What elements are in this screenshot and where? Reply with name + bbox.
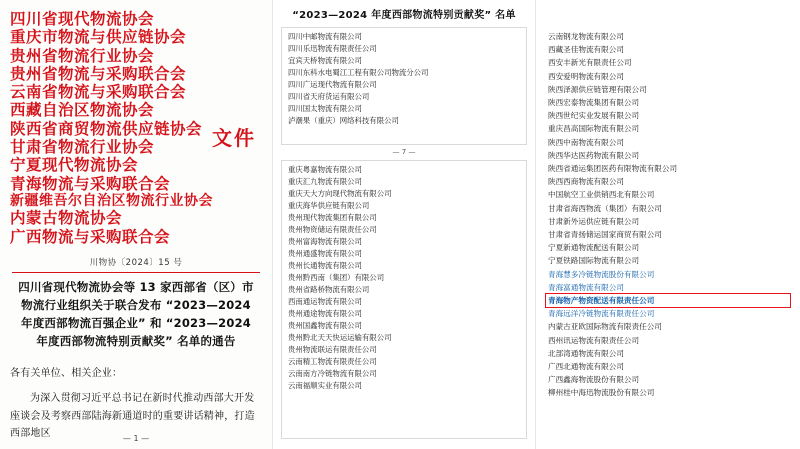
page-number: — 7 — xyxy=(392,148,416,156)
list-item: 云南钢龙物流有限公司 xyxy=(548,32,624,41)
list-item: 贵州现代物流集团有限公司 xyxy=(288,212,377,222)
list-item: 四川广运现代物流有限公司 xyxy=(288,79,377,89)
list-block-top xyxy=(281,27,527,145)
list-item: 重庆天大方向现代物流有限公司 xyxy=(288,188,392,198)
list-item: 宁夏新通物流配送有限公司 xyxy=(548,243,640,253)
list-item: 重庆粤嘉物流有限公司 xyxy=(288,165,362,174)
letterhead-line: 新疆维吾尔自治区物流行业协会 xyxy=(10,192,213,209)
document-body xyxy=(10,365,262,443)
list-title: “2023—2024 年度西部物流特别贡献奖” 名单 xyxy=(292,10,516,21)
list-item: 贵州物资储运有限责任公司 xyxy=(288,224,377,234)
list-item: 云南精工物流有限责任公司 xyxy=(288,356,377,366)
list-item: 甘肃省海西物流（集团）有限公司 xyxy=(548,203,662,213)
list-item: 重庆汇九物流有限公司 xyxy=(288,176,362,186)
list-item: 贵州通盛物流有限公司 xyxy=(288,248,362,258)
list-item: 西安爱明物流有限公司 xyxy=(548,71,624,81)
list-item: 陕西西商物流有限公司 xyxy=(548,177,624,187)
body-paragraph: 为深入贯彻习近平总书记在新时代推动西部大开发座谈会及考察西部陆海新通道时的重要讲话精神，打造西部地区 xyxy=(10,393,255,440)
list-item: 青海远洋冷链物流有限责任公司 xyxy=(548,309,655,319)
red-divider-rule xyxy=(12,272,260,274)
letterhead-line: 贵州省物流行业协会 xyxy=(10,46,155,65)
list-block-bottom xyxy=(281,160,527,439)
list-item: 宁夏铁路国际物流有限公司 xyxy=(548,256,640,266)
letterhead-line: 贵州省物流与采购联合会 xyxy=(10,64,187,83)
list-item: 陕西中南物流有限公司 xyxy=(548,137,624,147)
list-item: 内蒙古亚欧国际物流有限责任公司 xyxy=(548,322,662,332)
highlighted-list-item: 青海物产物资配送有限责任公司 xyxy=(546,294,790,307)
list-item: 广西鑫海物流股份有限公司 xyxy=(548,375,640,385)
list-item: 泸潮果（重庆）网络科技有限公司 xyxy=(288,115,399,125)
list-item: 贵州富海物流有限公司 xyxy=(288,236,362,246)
list-item: 宜宾天桥物流有限公司 xyxy=(288,55,362,65)
list-item: 重庆昌高国际物流有限公司 xyxy=(548,124,640,134)
list-item: 西州讯运物流有限责任公司 xyxy=(548,335,640,345)
list-item: 西藏圣佳物流有限公司 xyxy=(548,45,624,55)
list-item: 贵州黔北天天快运运输有限公司 xyxy=(288,332,392,342)
list-item: 四川东科水电蜀江工程有限公司物流分公司 xyxy=(288,67,429,77)
document-number: 川物协〔2024〕15 号 xyxy=(89,257,183,268)
list-item: 四川国太物流有限公司 xyxy=(288,103,362,113)
letterhead-line: 云南省物流与采购联合会 xyxy=(10,83,187,102)
middle-document-page xyxy=(272,0,536,449)
letterhead-line: 内蒙古物流协会 xyxy=(10,209,123,228)
list-item: 甘肃新外运供应链有限公司 xyxy=(548,216,640,226)
list-item: 四川乐迅物流有限责任公司 xyxy=(288,43,377,53)
list-item: 四川省天府货运有限公司 xyxy=(288,91,370,101)
list-item: 广西北通物流有限公司 xyxy=(548,362,624,372)
letterhead-line: 西藏自治区物流协会 xyxy=(10,101,155,120)
list-item: 云南南方冷链物流有限公司 xyxy=(288,368,377,378)
list-item: 贵州长通物流有限公司 xyxy=(288,260,362,270)
list-item: 重庆海华供应链有限公司 xyxy=(288,200,370,210)
list-item: 青海富通物流有限公司 xyxy=(548,282,624,292)
list-item: 贵州通途物流有限公司 xyxy=(288,308,362,318)
list-item: 陕西宏泰物流集团有限公司 xyxy=(548,98,640,108)
letterhead-line: 陕西省商贸物流供应链协会 xyxy=(10,119,203,138)
list-item: 贵州黔西南（集团）有限公司 xyxy=(288,272,385,282)
letterhead-line: 青海物流与采购联合会 xyxy=(10,174,171,193)
list-item: 云南福顺实业有限公司 xyxy=(288,380,362,390)
body-paragraph: 各有关单位、相关企业： xyxy=(10,367,123,379)
letterhead-line: 重庆市物流与供应链协会 xyxy=(10,28,187,47)
document-type-stamp: 文件 xyxy=(212,126,256,150)
list-item: 中国航空工业供销西北有限公司 xyxy=(548,190,655,200)
top-spacer xyxy=(546,4,790,30)
list-item: 北部湾通物流有限公司 xyxy=(548,348,624,358)
list-item: 四川中邮物流有限公司 xyxy=(288,32,362,41)
document-title: 四川省现代物流协会等 13 家西部省（区）市物流行业组织关于联合发布 “2023—2024 年度西部物流百强企业” 和 “2023—2024 年度西部物流特别贡献奖” 名单的通告 xyxy=(18,280,254,348)
list-item: 贵州省路桥物流有限公司 xyxy=(288,284,370,294)
left-document-page xyxy=(0,0,272,449)
letterhead-line: 广西物流与采购联合会 xyxy=(10,227,171,246)
list-item: 陕西泽源供应链管理有限公司 xyxy=(548,84,647,94)
letterhead-line: 宁夏现代物流协会 xyxy=(10,156,139,175)
list-item: 陕西世纪实业发展有限公司 xyxy=(548,111,640,121)
page-number: — 1 — xyxy=(122,434,150,443)
letterhead-line: 甘肃省物流行业协会 xyxy=(10,137,155,156)
list-item: 青海慧多冷链物流股份有限公司 xyxy=(548,269,655,279)
list-item: 甘肃省青扬储运国家商贸有限公司 xyxy=(548,230,662,240)
list-item: 柳州桂中海迅物流股份有限公司 xyxy=(548,388,655,398)
right-document-page xyxy=(536,0,800,449)
list-item: 贵州国鑫物流有限公司 xyxy=(288,320,362,330)
list-item: 西安丰新光有限责任公司 xyxy=(548,58,632,68)
letterhead-line: 四川省现代物流协会 xyxy=(10,10,155,28)
list-item: 陕西省通运集团医药有限物流有限公司 xyxy=(548,164,678,174)
list-item: 西南通运物流有限公司 xyxy=(288,296,362,306)
list-item: 陕西华达医药物流有限公司 xyxy=(548,150,640,160)
list-item: 贵州物流联运有限责任公司 xyxy=(288,344,377,354)
